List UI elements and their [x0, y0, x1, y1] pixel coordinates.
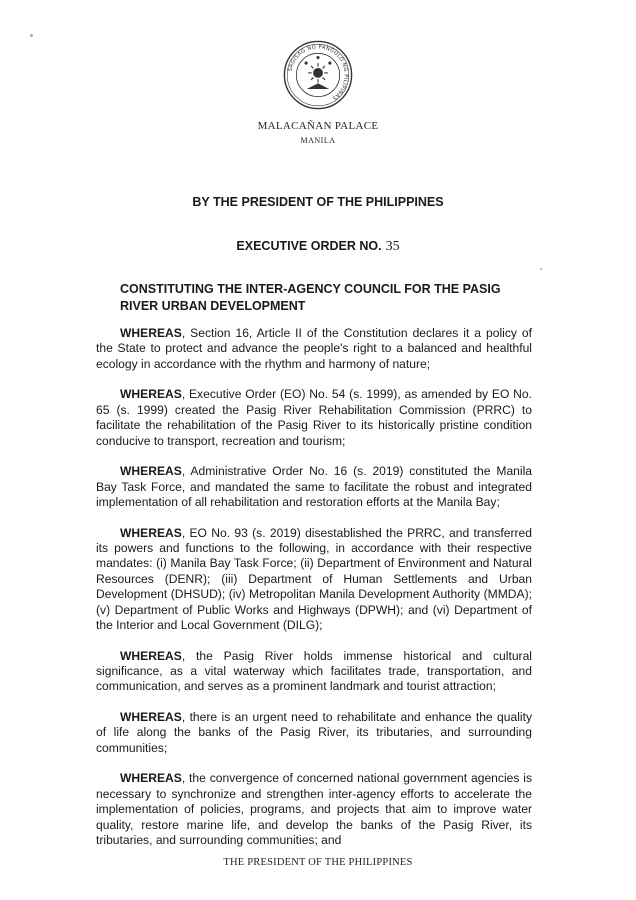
clause-lead: WHEREAS [120, 771, 182, 786]
clause-text: , Section 16, Article II of the Constitution declares it a policy of the State to protect and advance the people's right to a balanced and healthful ecology in accordance with the rhythm and harmony of nature; [96, 326, 532, 371]
whereas-clause-4 [96, 526, 532, 634]
order-body [96, 326, 532, 864]
whereas-clause-3 [96, 464, 532, 510]
clause-text: , there is an urgent need to rehabilitate and enhance the quality of life along the banks of the Pasig River, its tributaries, and surrounding communities; [96, 710, 532, 755]
order-number: 35 [385, 239, 400, 254]
clause-text: , the Pasig River holds immense historical and cultural significance, as a vital waterway which facilitates trade, transportation, and communication, and serves as a prominent landmark and tourist attraction; [96, 648, 532, 694]
clause-text: , the convergence of concerned national government agencies is necessary to synchronize and strengthen inter-agency efforts to accelerate the implementation of policies, programs, and projects that aim to improve water quality, restore marine life, and develop the banks of the Pasig River, its tributaries, and surrounding communities; and [96, 771, 532, 848]
issuer-heading: BY THE PRESIDENT OF THE PHILIPPINES [192, 195, 444, 209]
clause-text: , Executive Order (EO) No. 54 (s. 1999), as amended by EO No. 65 (s. 1999) created the Pasig River Rehabilitation Commission (PRRC) to facilitate the rehabilitation of the Pasig River to its historically pristine condition conducive to transport, recreation and tourism; [96, 387, 532, 448]
clause-lead: WHEREAS [120, 387, 182, 402]
clause-lead: WHEREAS [120, 525, 182, 540]
scan-speck [540, 268, 542, 270]
whereas-clause-6 [96, 710, 532, 756]
presidential-seal-icon [283, 40, 353, 110]
palace-name: MALACAÑAN PALACE [257, 120, 379, 132]
page-footer: THE PRESIDENT OF THE PHILIPPINES [223, 857, 413, 868]
clause-text: , EO No. 93 (s. 2019) disestablished the PRRC, and transferred its powers and functions to the following, in accordance with their respective mandates: (i) Manila Bay Task Force; (ii) Department of Environment and Natural Resources (DENR); (iii) Department of Human Settlements and Urban Development (DHSUD); (iv) Metropolitan Manila Development Authority (MMDA); (v) Department of Public Works and Highways (DPWH); and (vi) Department of the Interior and Local Government (DILG); [96, 525, 532, 633]
order-label: EXECUTIVE ORDER NO. [236, 239, 382, 253]
whereas-clause-5 [96, 649, 532, 695]
clause-lead: WHEREAS [120, 648, 182, 663]
clause-text: , Administrative Order No. 16 (s. 2019) constituted the Manila Bay Task Force, and mandated the same to facilitate the robust and integrated implementation of all rehabilitation and restoration efforts at the Manila Bay; [96, 464, 532, 510]
clause-lead: WHEREAS [120, 464, 182, 479]
clause-lead: WHEREAS [120, 710, 182, 725]
order-heading [0, 239, 636, 255]
seal-text: SAGISAG NG PANGULO NG PILIPINAS [287, 44, 349, 101]
clause-lead: WHEREAS [120, 326, 182, 340]
order-title: CONSTITUTING THE INTER-AGENCY COUNCIL FOR THE PASIG RIVER URBAN DEVELOPMENT [120, 282, 501, 313]
scan-speck [30, 34, 33, 37]
whereas-clause-7 [96, 771, 532, 848]
whereas-clause-2 [96, 387, 532, 449]
palace-city: MANILA [300, 136, 336, 145]
whereas-clause-1 [96, 326, 532, 372]
